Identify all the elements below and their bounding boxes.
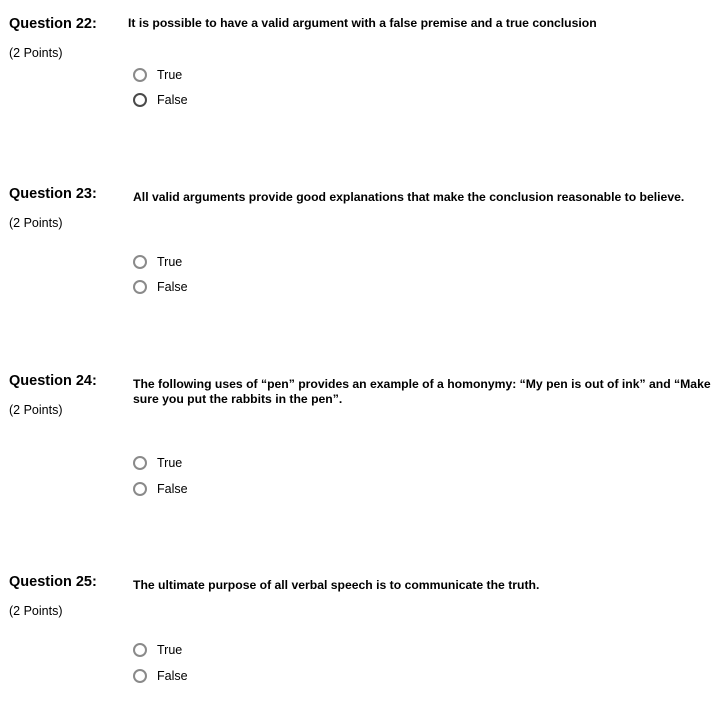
question-title: Question 23: [9,186,97,202]
option-true[interactable] [133,67,182,83]
radio-button[interactable] [133,280,147,294]
option-false[interactable] [133,668,188,684]
option-true[interactable] [133,254,182,270]
question-text: The ultimate purpose of all verbal speech is to communicate the truth. [133,578,540,592]
option-true[interactable] [133,455,182,471]
radio-button[interactable] [133,482,147,496]
option-label: True [157,67,183,82]
option-label: False [157,481,188,496]
radio-button[interactable] [133,68,147,82]
radio-button[interactable] [133,255,147,269]
option-label: True [157,254,183,269]
question-title: Question 25: [9,574,97,590]
question-points: (2 Points) [9,403,63,417]
question-text: It is possible to have a valid argument with a false premise and a true conclusion [128,16,597,30]
option-false[interactable] [133,279,188,295]
question-title: Question 22: [9,16,97,32]
question-text: All valid arguments provide good explanations that make the conclusion reasonable to believe. [133,190,685,204]
option-label: True [157,642,183,657]
option-false[interactable] [133,92,188,108]
radio-button[interactable] [133,669,147,683]
option-false[interactable] [133,481,188,497]
option-label: False [157,668,188,683]
question-title: Question 24: [9,373,97,389]
option-label: False [157,92,188,107]
radio-button[interactable] [133,643,147,657]
question-points: (2 Points) [9,604,63,618]
option-true[interactable] [133,642,182,658]
question-points: (2 Points) [9,46,63,60]
radio-button[interactable] [133,456,147,470]
question-text: The following uses of “pen” provides an example of a homonymy: “My pen is out of ink” and “Make sure you put the rabbits in the pen”. [133,377,711,406]
radio-button[interactable] [133,93,147,107]
question-points: (2 Points) [9,216,63,230]
option-label: False [157,279,188,294]
option-label: True [157,455,183,470]
